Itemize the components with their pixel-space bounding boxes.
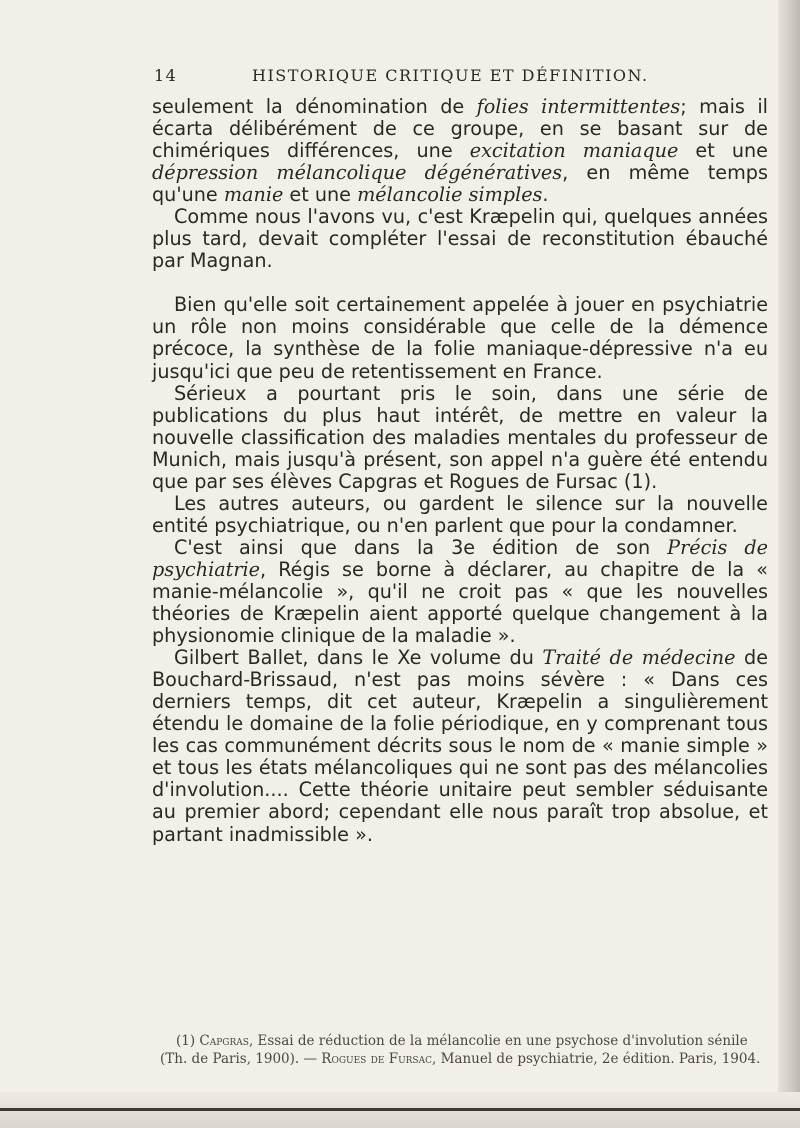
footnote [160,1032,768,1068]
italic-text: mélancolie simples [357,183,543,207]
footnote-text: , Essai de réduction de la mélancolie en une psychose d'involution sénile (Th. de Paris, 1900). — [160,1033,748,1067]
paragraph: C'est ainsi que dans la 3e édition de son Précis de psychiatrie, Régis se borne à déclarer, au chapitre de la « manie-mélancolie », qu'il ne croit pas « que les nouvelles théories de Kræpelin aient apporté quelque changement à la physionomie clinique de la maladie ». [152,535,768,648]
paragraph: Les autres auteurs, ou gardent le silence sur la nouvelle entité psychiatrique, ou n'en parlent que pour la condamner. [152,491,768,537]
body-text [152,96,768,846]
italic-text: excitation maniaque [469,139,679,163]
italic-text: dépression mélancolique dégénératives [152,161,563,185]
paragraph: Sérieux a pourtant pris le soin, dans une série de publications du plus haut intérêt, de mettre en valeur la nouvelle classification des maladies mentales du professeur de Munich, mais jusqu'à présent, son appel n'a guère été entendu que par ses élèves Capgras et Rogues de Fursac (1). [152,381,768,493]
footnote-author: Rogues de Fursac [321,1051,432,1067]
footnote-marker: (1) [176,1033,200,1049]
paragraph: seulement la dénomination de folies intermittentes; mais il écarta délibérément de ce groupe, en se basant sur de chimériques différences, une excitation maniaque et une dépression mélancolique dégénératives, en même temps qu'une manie et une mélancolie simples. [152,95,769,207]
page-number: 14 [154,66,178,85]
footnote-author: Capgras [199,1033,249,1049]
paragraph: Comme nous l'avons vu, c'est Kræpelin qui, quelques années plus tard, devait compléter l'essai de reconstitution ébauché par Magnan. [152,205,768,273]
italic-text: manie [223,183,284,207]
italic-text: Précis de psychiatrie [152,535,768,581]
bottom-rule [0,1108,800,1111]
page-edge-shadow [778,0,800,1128]
paragraph: Gilbert Ballet, dans le Xe volume du Traité de médecine de Bouchard-Brissaud, n'est pas moins sévère : « Dans ces derniers temps, dit cet auteur, Kræpelin a singulièrement étendu le domaine de la folie périodique, en y comprenant tous les cas communément décrits sous le nom de « manie simple » et tous les états mélancoliques qui ne sont pas des mélancolies d'involution.... Cette théorie unitaire peut sembler séduisante au premier abord; cependant elle nous paraît trop absolue, et partant inadmissible ». [152,646,768,846]
paragraph: Bien qu'elle soit certainement appelée à jouer en psychiatrie un rôle non moins considérable que celle de la démence précoce, la synthèse de la folie maniaque-dépressive n'a eu jusqu'ici que peu de retentissement en France. [152,293,768,383]
running-title: HISTORIQUE CRITIQUE ET DÉFINITION. [252,66,649,85]
italic-text: Traité de médecine [542,646,736,670]
footnote-text: , Manuel de psychiatrie, 2e édition. Paris, 1904. [431,1051,761,1067]
italic-text: folies intermittentes [476,95,681,118]
